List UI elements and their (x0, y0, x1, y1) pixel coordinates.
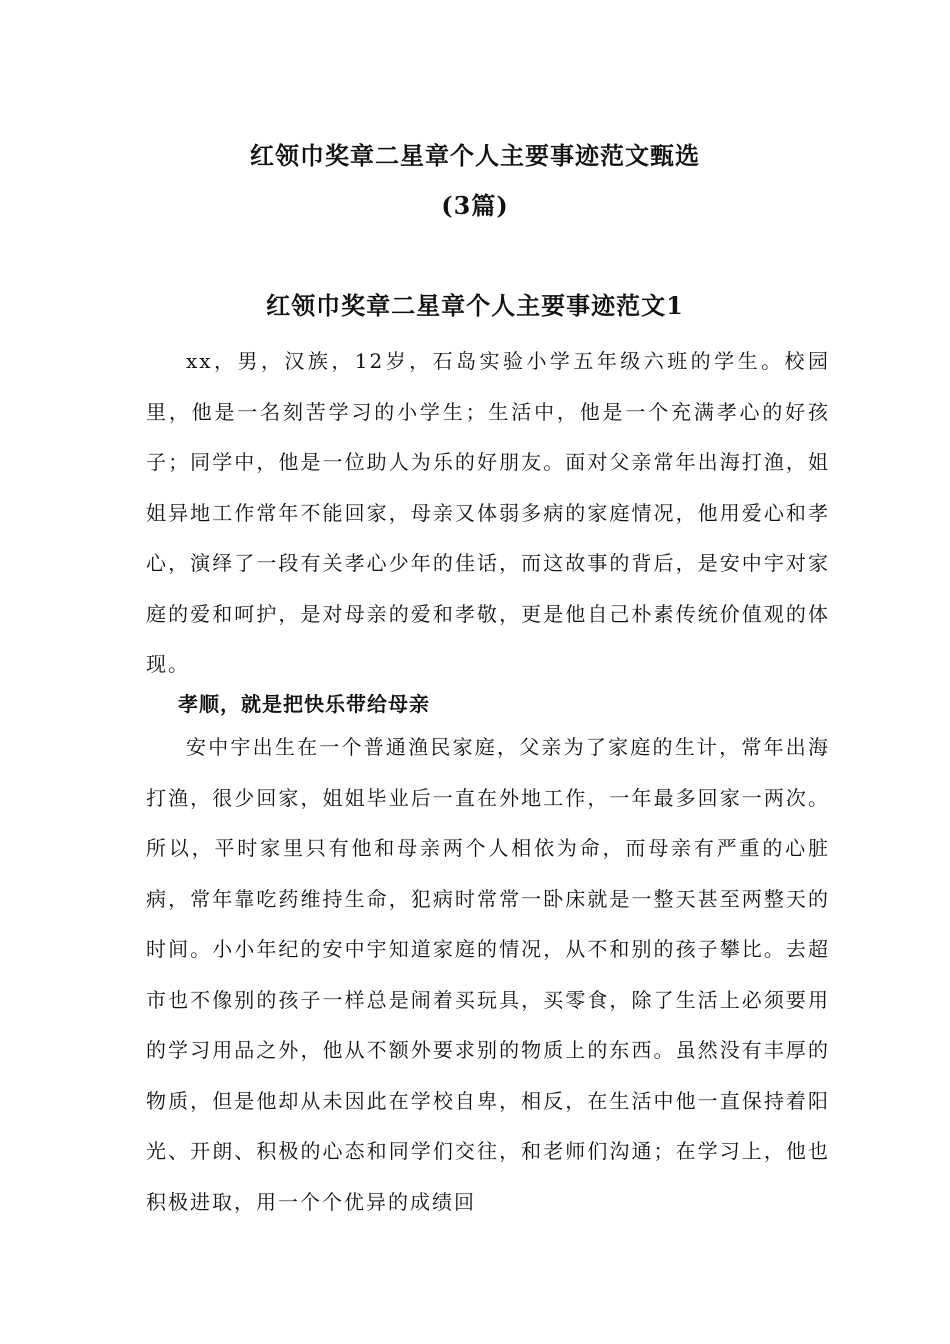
paragraph-intro: xx，男，汉族，12岁，石岛实验小学五年级六班的学生。校园里，他是一名刻苦学习的小学生；生活中，他是一个充满孝心的好孩子；同学中，他是一位助人为乐的好朋友。面对父亲常年出海打渔，姐姐异地工作常年不能回家，母亲又体弱多病的家庭情况，他用爱心和孝心，演绎了一段有关孝心少年的佳话，而这故事的背后，是安中宇对家庭的爱和呵护，是对母亲的爱和孝敬，更是他自己朴素传统价值观的体现。 (146, 349, 830, 676)
subheading-filial-piety: 孝顺，就是把快乐带给母亲 (178, 692, 430, 716)
section-heading: 红领巾奖章二星章个人主要事迹范文1 (266, 291, 684, 320)
paragraph-family: 安中宇出生在一个普通渔民家庭，父亲为了家庭的生计，常年出海打渔，很少回家，姐姐毕业后一直在外地工作，一年最多回家一两次。所以，平时家里只有他和母亲两个人相依为命，而母亲有严重的心脏病，常年靠吃药维持生命，犯病时常常一卧床就是一整天甚至两整天的时间。小小年纪的安中宇知道家庭的情况，从不和别的孩子攀比。去超市也不像别的孩子一样总是闹着买玩具，买零食，除了生活上必须要用的学习用品之外，他从不额外要求别的物质上的东西。虽然没有丰厚的物质，但是他却从未因此在学校自卑，相反，在生活中他一直保持着阳光、开朗、积极的心态和同学们交往，和老师们沟通；在学习上，他也积极进取，用一个个优异的成绩回 (146, 735, 830, 1214)
document-title: 红领巾奖章二星章个人主要事迹范文甄选 (250, 141, 700, 170)
document-title-count: (3篇) (441, 191, 509, 220)
